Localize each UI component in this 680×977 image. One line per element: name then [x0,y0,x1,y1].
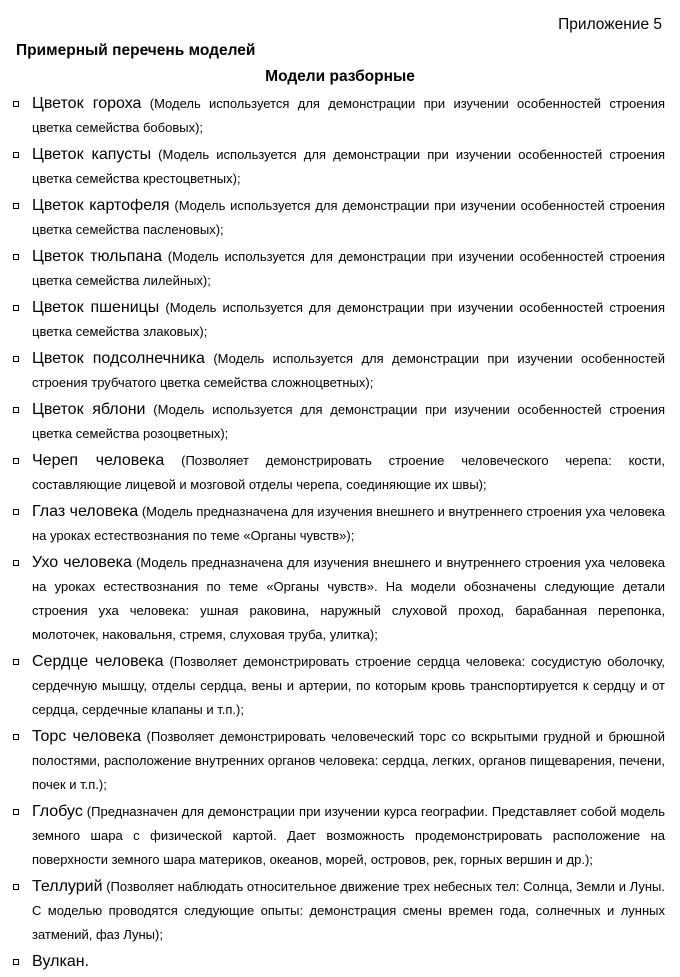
square-bullet-icon [13,509,19,515]
item-name: Цветок капусты [32,146,152,163]
square-bullet-icon [13,203,19,209]
item-description: (Позволяет демонстрировать строение сердца человека: сосудистую оболочку, сердечную мышцу, отделы сердца, вены и артерии, по которым кровь транспортируется к сердцу и от сердца, сердечные клапаны и т.п.); [32,654,665,717]
item-name: Цветок тюльпана [32,248,163,265]
list-item [12,347,665,395]
item-description: (Модель предназначена для изучения внешнего и внутреннего строения уха человека на уроках естествознания по теме «Органы чувств»); [32,504,666,543]
square-bullet-icon [13,356,19,362]
section-title: Модели разборные [265,68,415,85]
square-bullet-icon [13,809,19,815]
item-name: Череп человека [32,452,165,469]
item-name: Торс человека [32,728,142,745]
square-bullet-icon [13,734,19,740]
item-description: (Модель используется для демонстрации при изучении особенностей строения цветка семейства крестоцветных); [32,147,666,186]
list-item [12,398,665,446]
item-name: Цветок гороха [32,95,142,112]
list-item [12,449,665,497]
square-bullet-icon [13,560,19,566]
list-item [12,296,665,344]
square-bullet-icon [13,407,19,413]
item-description: (Позволяет наблюдать относительное движение трех небесных тел: Солнца, Земли и Луны. С моделью проводятся следующие опыты: демонстрация смены времен года, солнечных и лунных затмений, фаз Луны); [32,879,665,942]
list-item [12,245,665,293]
item-name: Теллурий [32,878,103,895]
item-description: (Модель используется для демонстрации при изучении особенностей строения цветка семейства розоцветных); [32,402,665,441]
item-description: (Предназначен для демонстрации при изучении курса географии. Представляет собой модель земного шара с физической картой. Дает возможность продемонстрировать расположение на поверхности земного шара материков, океанов, морей, островов, рек, горных вершин и др.); [32,804,665,867]
list-item [12,800,665,872]
item-description: (Позволяет демонстрировать строение человеческого черепа: кости, составляющие лицевой и мозговой отделы черепа, соединяющие их швы); [32,453,665,492]
item-name: Цветок картофеля [32,197,170,214]
item-description: (Модель используется для демонстрации при изучении особенностей строения цветка семейства лилейных); [32,249,665,288]
item-description: (Модель используется для демонстрации при изучении особенностей строения трубчатого цветка семейства сложноцветных); [32,351,666,390]
square-bullet-icon [13,659,19,665]
appendix-label: Приложение 5 [558,16,662,33]
list-item [12,500,665,548]
list-item [12,650,665,722]
document-title: Примерный перечень моделей [16,42,256,59]
item-description: (Модель используется для демонстрации при изучении особенностей строения цветка семейства злаковых); [32,300,665,339]
list-item [12,950,665,974]
item-name: Глобус [32,803,83,820]
item-description: (Модель используется для демонстрации при изучении особенностей строения цветка семейства бобовых); [32,96,666,135]
list-item [12,725,665,797]
list-item [12,194,665,242]
item-description: (Модель предназначена для изучения внешнего и внутреннего строения уха человека на уроках естествознания по теме «Органы чувств». На модели обозначены следующие детали строения уха человека: ушная раковина, наружный слуховой проход, барабанная перепонка, молоточек, наковальня, стремя, слуховая труба, улитка); [32,555,665,642]
list-item [12,92,665,140]
item-name: Цветок яблони [32,401,146,418]
square-bullet-icon [13,305,19,311]
item-name: Вулкан. [32,953,90,970]
item-name: Ухо человека [32,554,132,571]
item-name: Цветок подсолнечника [32,350,205,367]
item-name: Глаз человека [32,503,139,520]
item-name: Сердце человека [32,653,164,670]
square-bullet-icon [13,101,19,107]
square-bullet-icon [13,884,19,890]
models-list [12,92,665,977]
square-bullet-icon [13,959,19,965]
square-bullet-icon [13,458,19,464]
list-item [12,875,665,947]
list-item [12,143,665,191]
item-name: Цветок пшеницы [32,299,160,316]
square-bullet-icon [13,254,19,260]
item-description: (Позволяет демонстрировать человеческий торс со вскрытыми грудной и брюшной полостями, расположение внутренних органов человека: сердца, легких, органов пищеварения, печени, почек и т.п.); [32,729,665,792]
list-item [12,551,665,647]
item-description: (Модель используется для демонстрации при изучении особенностей строения цветка семейства пасленовых); [32,198,666,237]
square-bullet-icon [13,152,19,158]
